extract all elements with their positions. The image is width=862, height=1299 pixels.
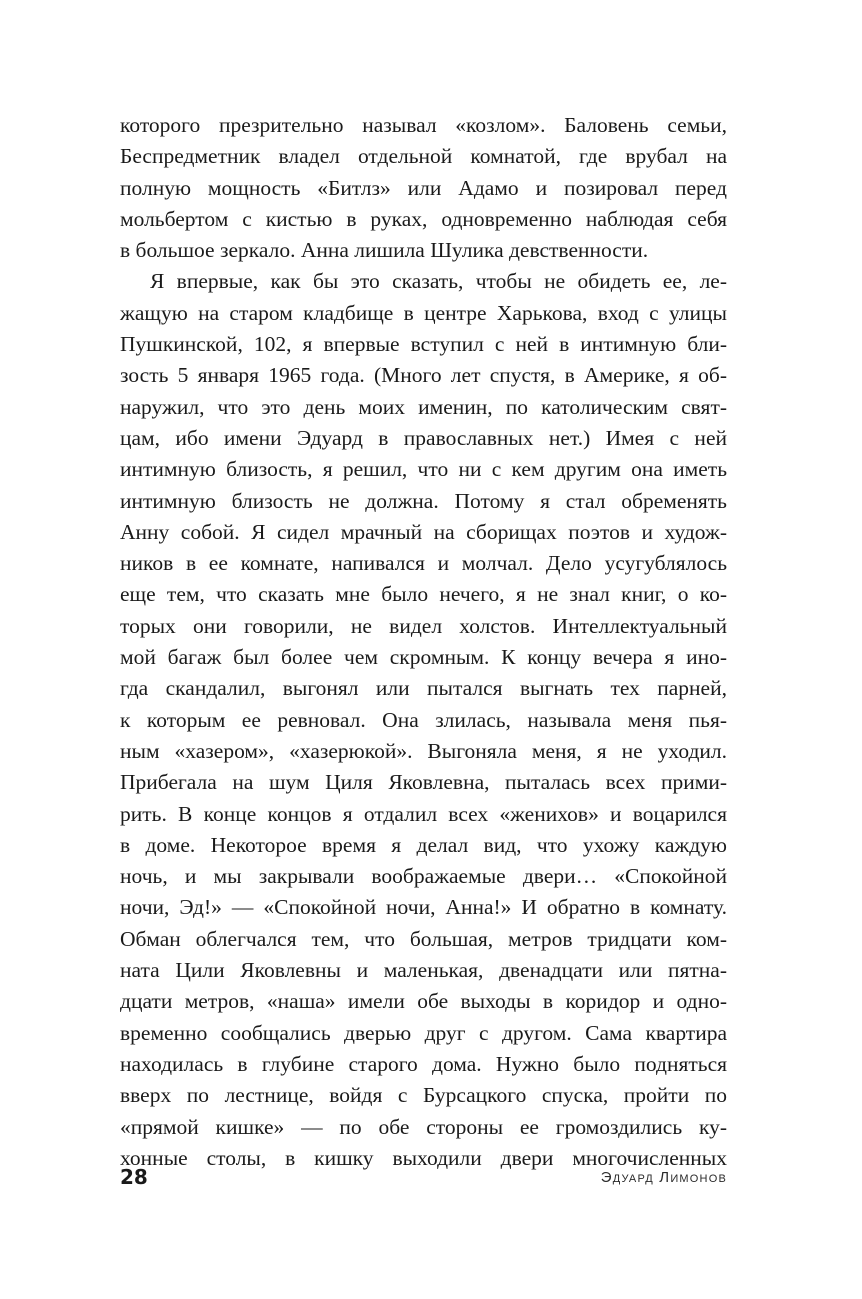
text-line: торых они говорили, не видел холстов. Интеллектуальный [120,613,727,638]
text-line: в доме. Некоторое время я делал вид, что ухожу каждую [120,832,727,857]
running-footer-author: Эдуард Лимонов [600,1169,727,1186]
text-line: ночь, и мы закрывали воображаемые двери… «Спокойной [120,864,727,889]
text-line: «прямой кишке» — по обе стороны ее громоздились ку- [120,1114,727,1139]
text-line: ников в ее комнате, напивался и молчал. Дело усугублялось [120,551,727,576]
text-line: ночи, Эд!» — «Спокойной ночи, Анна!» И обратно в комнату. [120,895,727,920]
text-line: мольбертом с кистью в руках, одновременно наблюдая себя [120,206,727,231]
text-line: наружил, что это день моих именин, по католическим свят- [120,394,727,419]
text-line: Пушкинской, 102, я впервые вступил с ней в интимную бли- [120,332,727,357]
text-line: временно сообщались дверью друг с другом. Сама квартира [120,1020,727,1045]
text-line: гда скандалил, выгонял или пытался выгнать тех парней, [120,676,727,701]
page-number: 28 [120,1165,148,1189]
text-line: зость 5 января 1965 года. (Много лет спустя, в Америке, я об- [120,363,727,388]
text-line: Анну собой. Я сидел мрачный на сборищах поэтов и худож- [120,519,727,544]
text-line: интимную близость, я решил, что ни с кем другим она иметь [120,457,727,482]
text-line: к которым ее ревновал. Она злилась, называла меня пья- [120,707,727,732]
text-line: ната Цили Яковлевны и маленькая, двенадцати или пятна- [120,958,727,983]
text-line: которого презрительно называл «козлом». Баловень семьи, [120,113,727,137]
text-line: Беспредметник владел отдельной комнатой, где врубал на [120,144,727,169]
text-line: мой багаж был более чем скромным. К концу вечера я ино- [120,645,727,670]
text-line: еще тем, что сказать мне было нечего, я не знал книг, о ко- [120,582,727,607]
text-line: в большое зеркало. Анна лишила Шулика девственности. [120,238,649,263]
text-line: Я впервые, как бы это сказать, чтобы не обидеть ее, ле- [150,269,727,294]
text-line: ным «хазером», «хазерюкой». Выгоняла меня, я не уходил. [120,738,727,763]
text-line: полную мощность «Битлз» или Адамо и позировал перед [120,175,727,200]
text-line: жащую на старом кладбище в центре Харькова, вход с улицы [120,300,727,325]
text-line: находилась в глубине старого дома. Нужно было подняться [120,1051,727,1076]
text-line: хонные столы, в кишку выходили двери многочисленных [120,1145,727,1170]
text-line: дцати метров, «наша» имели обе выходы в коридор и одно- [120,989,727,1014]
text-line: цам, ибо имени Эдуард в православных нет.) Имея с ней [120,425,727,450]
text-line: вверх по лестнице, войдя с Бурсацкого спуска, пройти по [120,1083,727,1108]
text-line: интимную близость не должна. Потому я стал обременять [120,488,727,513]
body-text [120,110,727,1174]
text-line: Прибегала на шум Циля Яковлевна, пыталась всех прими- [120,770,727,795]
text-line: Обман облегчался тем, что большая, метров тридцати ком- [120,926,727,951]
text-line: рить. В конце концов я отдалил всех «женихов» и воцарился [120,801,727,826]
